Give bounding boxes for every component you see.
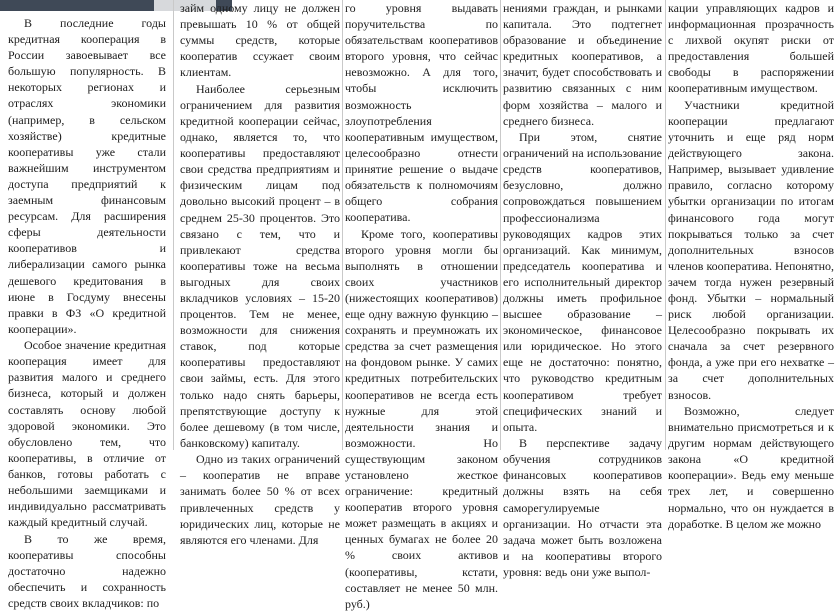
article-column-2 xyxy=(180,0,340,547)
paragraph: Кроме того, кооперативы второго уровня могли бы выполнять в отношении своих участников (нижестоящих кооперативов) еще одну важную функцию – сохранять и преумножать их средства за счет размещения на фондовом рынке. У самих кредитных потребительских кооперативов не всегда есть нужные для этой деятельности знания и возможности. Но существующим законом установлено жесткое ограничение: кредитный кооператив второго уровня может размещать в акциях и ценных бумагах не более 20 % своих активов (кооперативы, кстати, составляет не менее 50 млн. руб.) xyxy=(345,226,498,611)
column-divider xyxy=(173,0,174,450)
paragraph: Особое значение кредитная кооперация имеет для развития малого и среднего бизнеса, который и должен составлять основу любой здоровой экономики. Это обусловлено тем, что кооперативы, в отличие от банков, готовы работать с небольшими заемщиками и индивидуально рассматривать каждый кредитный случай. xyxy=(8,338,166,530)
article-column-1 xyxy=(8,15,166,610)
article-column-5 xyxy=(668,0,834,531)
paragraph: го уровня выдавать поручительства по обязательствам кооперативов второго уровня, что сейчас невозможно. А для того, чтобы исключить возможность злоупотребления кооперативным имуществом, целесообразно отнести принятие решение о выдаче обязательств к полномочиям общего собрания кооператива. xyxy=(345,1,498,225)
column-divider xyxy=(500,0,501,450)
column-divider xyxy=(665,0,666,450)
paragraph: В последние годы кредитная кооперация в России завоевывает все большую популярность. В некоторых регионах и отраслях экономики (например, в сельском хозяйстве) кредитные кооперативы уже стали важнейшим инструментом доступа предприятий к заемным финансовым ресурсам. Для расширения сферы деятельности кооперативов и либерализации самого рынка дешевого кредитования в июне в Госдуму внесены правки в ФЗ «О кредитной кооперации». xyxy=(8,16,166,336)
paragraph: Возможно, следует внимательно присмотреться и к другим нормам действующего закона «О кредитной кооперации». Ведь ему меньше трех лет, и совершенно нормально, что он нуждается в доработке. В целом же можно xyxy=(668,403,834,531)
paragraph: Участники кредитной кооперации предлагают уточнить и еще ряд норм действующего закона. Например, вызывает удивление правило, согласно которому убытки организации по итогам финансового года могут покрываться только за счет дополнительных взносов членов кооператива. Непонятно, зачем тогда нужен резервный фонд. Убытки – нормальный риск любой организации. Целесообразно покрывать их сначала за счет резервного фонда, а уже при его нехватке – за счет дополнительных взносов. xyxy=(668,97,834,402)
paragraph: кации управляющих кадров и информационная прозрачность с лихвой окупят риски от предоставления большей свободы в распоряжении кооперативным имуществом. xyxy=(668,1,834,96)
paragraph: В то же время, кооперативы способны достаточно надежно обеспечить и сохранность средств своих вкладчиков: по xyxy=(8,531,166,610)
paragraph: В перспективе задачу обучения сотрудников финансовых кооперативов должны взять на себя саморегулируемые организации. Но отчасти эта задача может быть возложена и на кооперативы второго уровня: ведь они уже выпол- xyxy=(503,436,662,579)
paragraph: нениями граждан, и рынками капитала. Это подтегнет образование и объединение кредитных кооперативов, а значит, будет способствовать и развитию связанных с ним форм хозяйства – малого и среднего бизнеса. xyxy=(503,1,662,128)
article-column-3 xyxy=(345,0,498,611)
article-column-4 xyxy=(503,0,662,579)
column-divider xyxy=(342,0,343,450)
paragraph: Наиболее серьезным ограничением для развития кредитной кооперации сейчас, однако, является то, что кооперативы предоставляют свои средства предприятиям и физическим лицам под довольно высокий процент – в среднем 25-30 процентов. Это связано с тем, что и привлекают средства кооперативы тоже на весьма выгодных для своих вкладчиков условиях – 15-20 процентов. Тем не менее, возможности для снижения ставок, под которые кооперативы предоставляют свои займы, есть. Для этого только надо снять барьеры, препятствующие доступу к более дешевому (в том числе, банковскому) капиталу. xyxy=(180,81,340,450)
paragraph: При этом, снятие ограничений на использование средств кооперативов, безусловно, должно сопровождаться повышением профессионализма руководящих кадров этих организаций. Как минимум, председатель кооператива и его исполнительный директор должны иметь профильное высшее образование – экономическое, финансовое или юридическое. Но этого еще не достаточно: понятно, что руководство кредитным кооперативом требует специфических знаний и опыта. xyxy=(503,130,662,434)
paragraph: Одно из таких ограничений – кооператив не вправе занимать более 50 % от всех привлеченных средств у юридических лиц, которые не являются его членами. Для xyxy=(180,452,340,547)
paragraph: займ одному лицу не должен превышать 10 % от общей суммы средств, которые кооператив ссужает своим клиентам. xyxy=(180,1,340,80)
